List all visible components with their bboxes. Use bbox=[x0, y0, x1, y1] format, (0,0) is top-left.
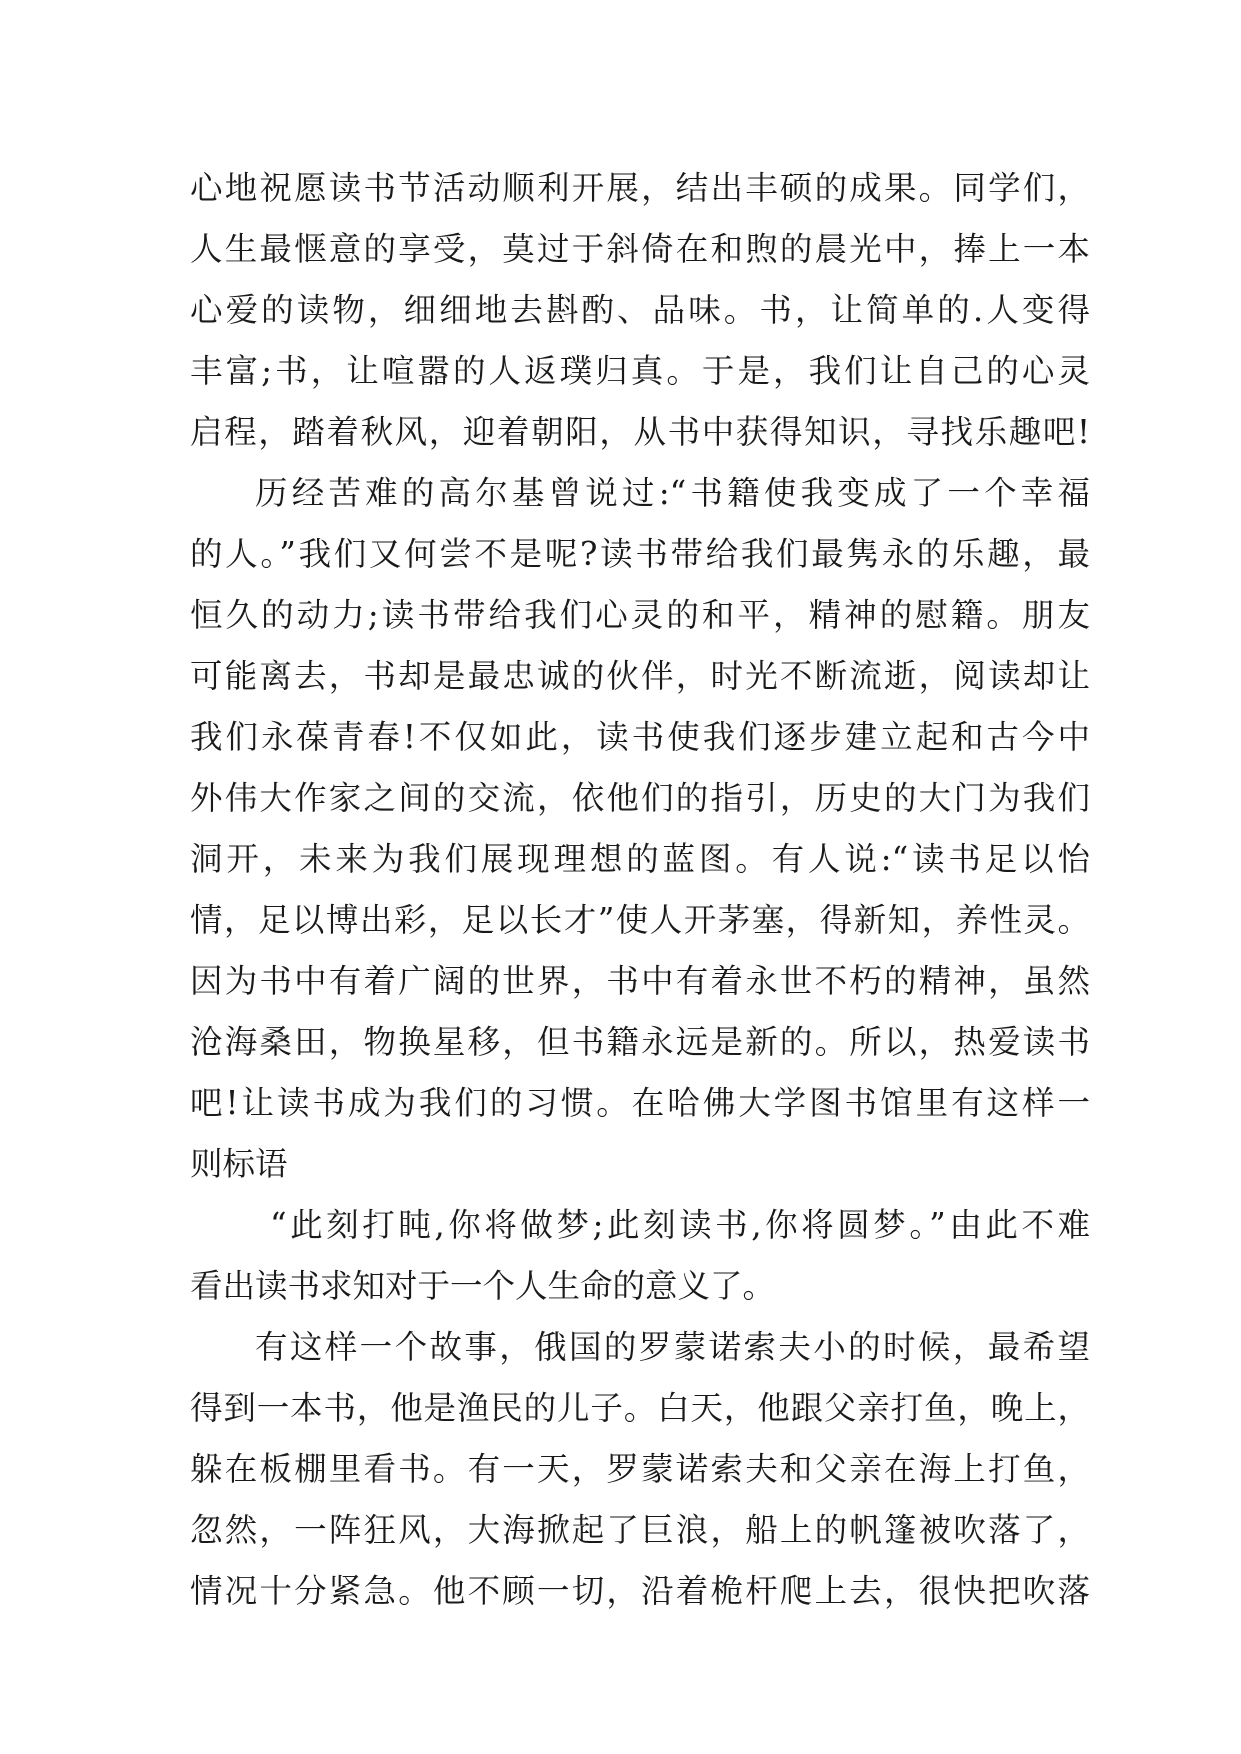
text-line: 忽然，一阵狂风，大海掀起了巨浪，船上的帆篷被吹落了， bbox=[190, 1511, 1090, 1549]
text-line: 可能离去，书却是最忠诚的伙伴，时光不断流逝，阅读却让 bbox=[190, 657, 1090, 695]
text-line: 吧!让读书成为我们的习惯。在哈佛大学图书馆里有这样一 bbox=[190, 1084, 1090, 1122]
text-line: 躲在板棚里看书。有一天，罗蒙诺索夫和父亲在海上打鱼， bbox=[190, 1450, 1090, 1488]
text-line: 历经苦难的高尔基曾说过:“书籍使我变成了一个幸福 bbox=[255, 474, 1090, 512]
text-line: 洞开，未来为我们展现理想的蓝图。有人说:“读书足以怡 bbox=[190, 840, 1090, 878]
text-line: 有这样一个故事，俄国的罗蒙诺索夫小的时候，最希望 bbox=[255, 1328, 1090, 1366]
text-line: 心地祝愿读书节活动顺利开展，结出丰硕的成果。同学们， bbox=[190, 169, 1090, 207]
text-line: 沧海桑田，物换星移，但书籍永远是新的。所以，热爱读书 bbox=[190, 1023, 1090, 1061]
text-line: 我们永葆青春!不仅如此，读书使我们逐步建立起和古今中 bbox=[190, 718, 1090, 756]
text-line: 心爱的读物，细细地去斟酌、品味。书，让简单的.人变得 bbox=[190, 291, 1090, 329]
text-line: “此刻打盹,你将做梦;此刻读书,你将圆梦。”由此不难 bbox=[270, 1206, 1090, 1244]
text-line: 人生最惬意的享受，莫过于斜倚在和煦的晨光中，捧上一本 bbox=[190, 230, 1090, 268]
text-line: 情，足以博出彩，足以长才”使人开茅塞，得新知，养性灵。 bbox=[190, 901, 1090, 939]
text-line: 启程，踏着秋风，迎着朝阳，从书中获得知识，寻找乐趣吧! bbox=[190, 413, 1090, 451]
body-text bbox=[190, 158, 1090, 1622]
text-line: 得到一本书，他是渔民的儿子。白天，他跟父亲打鱼，晚上， bbox=[190, 1389, 1090, 1427]
text-line: 的人。”我们又何尝不是呢?读书带给我们最隽永的乐趣，最 bbox=[190, 535, 1090, 573]
text-line: 丰富;书，让喧嚣的人返璞归真。于是，我们让自己的心灵 bbox=[190, 352, 1090, 390]
text-line: 则标语 bbox=[190, 1145, 288, 1183]
text-line: 外伟大作家之间的交流，依他们的指引，历史的大门为我们 bbox=[190, 779, 1090, 817]
text-line: 看出读书求知对于一个人生命的意义了。 bbox=[190, 1267, 776, 1305]
text-line: 恒久的动力;读书带给我们心灵的和平，精神的慰籍。朋友 bbox=[190, 596, 1090, 634]
text-line: 因为书中有着广阔的世界，书中有着永世不朽的精神，虽然 bbox=[190, 962, 1090, 1000]
text-line: 情况十分紧急。他不顾一切，沿着桅杆爬上去，很快把吹落 bbox=[190, 1572, 1090, 1610]
